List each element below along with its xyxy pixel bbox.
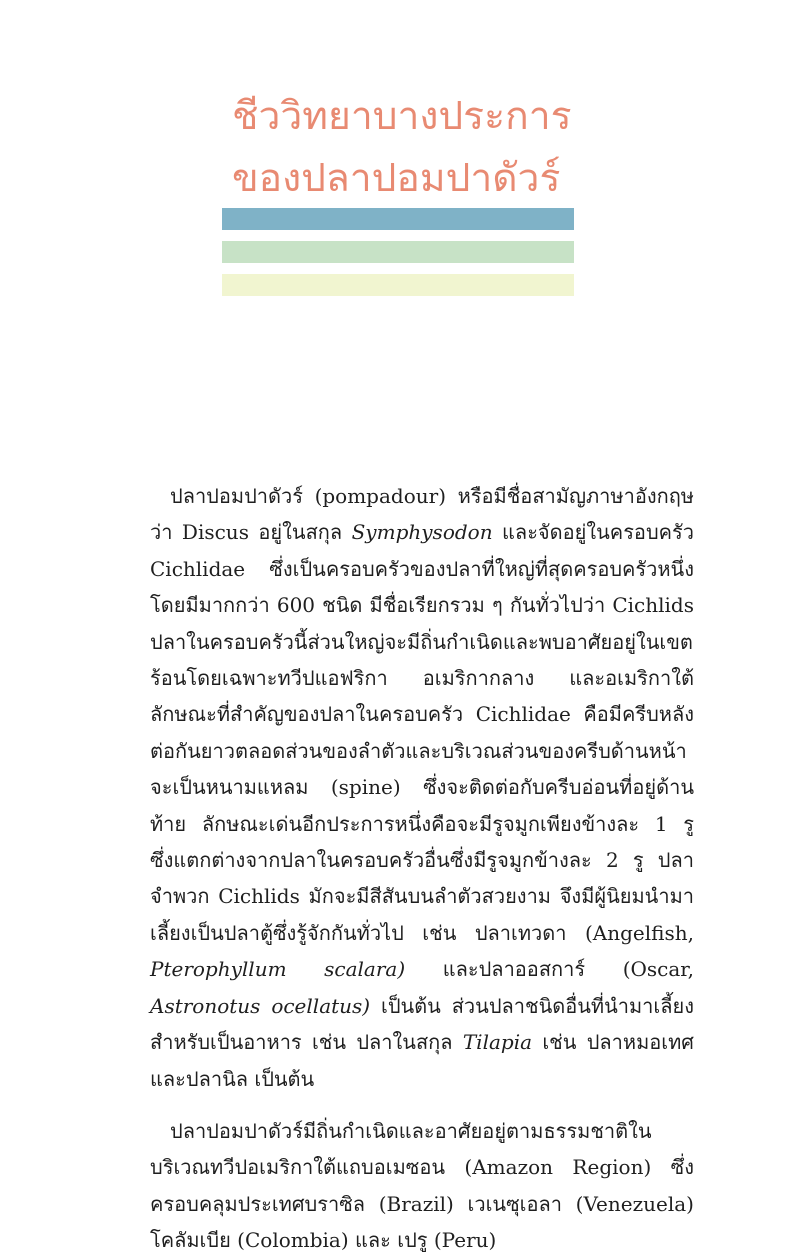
body-text xyxy=(150,478,694,1259)
chapter-title xyxy=(232,86,592,210)
genus-symphysodon: Symphysodon xyxy=(351,520,493,545)
species-astronotus-ocellatus: Astronotus ocellatus) xyxy=(150,993,371,1018)
green-bar xyxy=(222,241,574,263)
paragraph-1-text-1: ปลาปอมปาดัวร์ (pompadour) หรือมีชื่อสามัญภาษาอังกฤษว่า Discus อยู่ในสกุล xyxy=(150,484,694,545)
yellow-bar xyxy=(222,274,574,296)
genus-tilapia: Tilapia xyxy=(462,1030,533,1055)
decorative-color-bars xyxy=(222,208,574,307)
paragraph-1-text-2: และจัดอยู่ในครอบครัว Cichlidae ซึ่งเป็นครอบครัวของปลาที่ใหญ่ที่สุดครอบครัวหนึ่งโดยมีมากกว่า 600 ชนิด มีชื่อเรียกรวม ๆ กันทั่วไปว่า Cichlids ปลาในครอบครัวนี้ส่วนใหญ่จะมีถิ่นกำเนิดและพบอาศัยอยู่ในเขตร้อนโดยเฉพาะทวีปแอฟริกา อเมริกากลาง และอเมริกาใต้ ลักษณะที่สำคัญของปลาในครอบครัว Cichlidae คือมีครีบหลังต่อกันยาวตลอดส่วนของลำตัวและบริเวณส่วนของครีบด้านหน้าจะเป็นหนามแหลม (spine) ซึ่งจะติดต่อกับครีบอ่อนที่อยู่ด้านท้าย ลักษณะเด่นอีกประการหนึ่งคือจะมีรูจมูกเพียงข้างละ 1 รู ซึ่งแตกต่างจากปลาในครอบครัวอื่นซึ่งมีรูจมูกข้างละ 2 รู ปลาจำพวก Cichlids มักจะมีสีสันบนลำตัวสวยงาม จึงมีผู้นิยมนำมาเลี้ยงเป็นปลาตู้ซึ่งรู้จักกันทั่วไป เช่น ปลาเทวดา (Angelfish, xyxy=(150,520,694,945)
chapter-title-line-1: ชีววิทยาบางประการ xyxy=(232,94,572,139)
paragraph-1-text-4: เป็นต้น ส่วนปลาชนิดอื่นที่นำมาเลี้ยงสำหรับเป็นอาหาร เช่น ปลาในสกุล xyxy=(150,993,694,1055)
chapter-title-line-2: ของปลาปอมปาดัวร์ xyxy=(232,156,561,201)
paragraph-1-text-3: และปลาออสการ์ (Oscar, xyxy=(405,957,695,982)
blue-bar xyxy=(222,208,574,230)
paragraph-2: ปลาปอมปาดัวร์มีถิ่นกำเนิดและอาศัยอยู่ตามธรรมชาติในบริเวณทวีปอเมริกาใต้แถบอเมซอน (Amazon Region) ซึ่งครอบคลุมประเทศบราซิล (Brazil) เวเนซุเอลา (Venezuela) โคลัมเบีย (Colombia) และ เปรู (Peru) xyxy=(150,1118,694,1253)
species-pterophyllum-scalara: Pterophyllum scalara) xyxy=(150,957,406,982)
paragraph-1-text-5: เช่น ปลาหมอเทศ และปลานิล เป็นต้น xyxy=(150,1030,694,1091)
paragraph-1 xyxy=(150,478,694,1097)
